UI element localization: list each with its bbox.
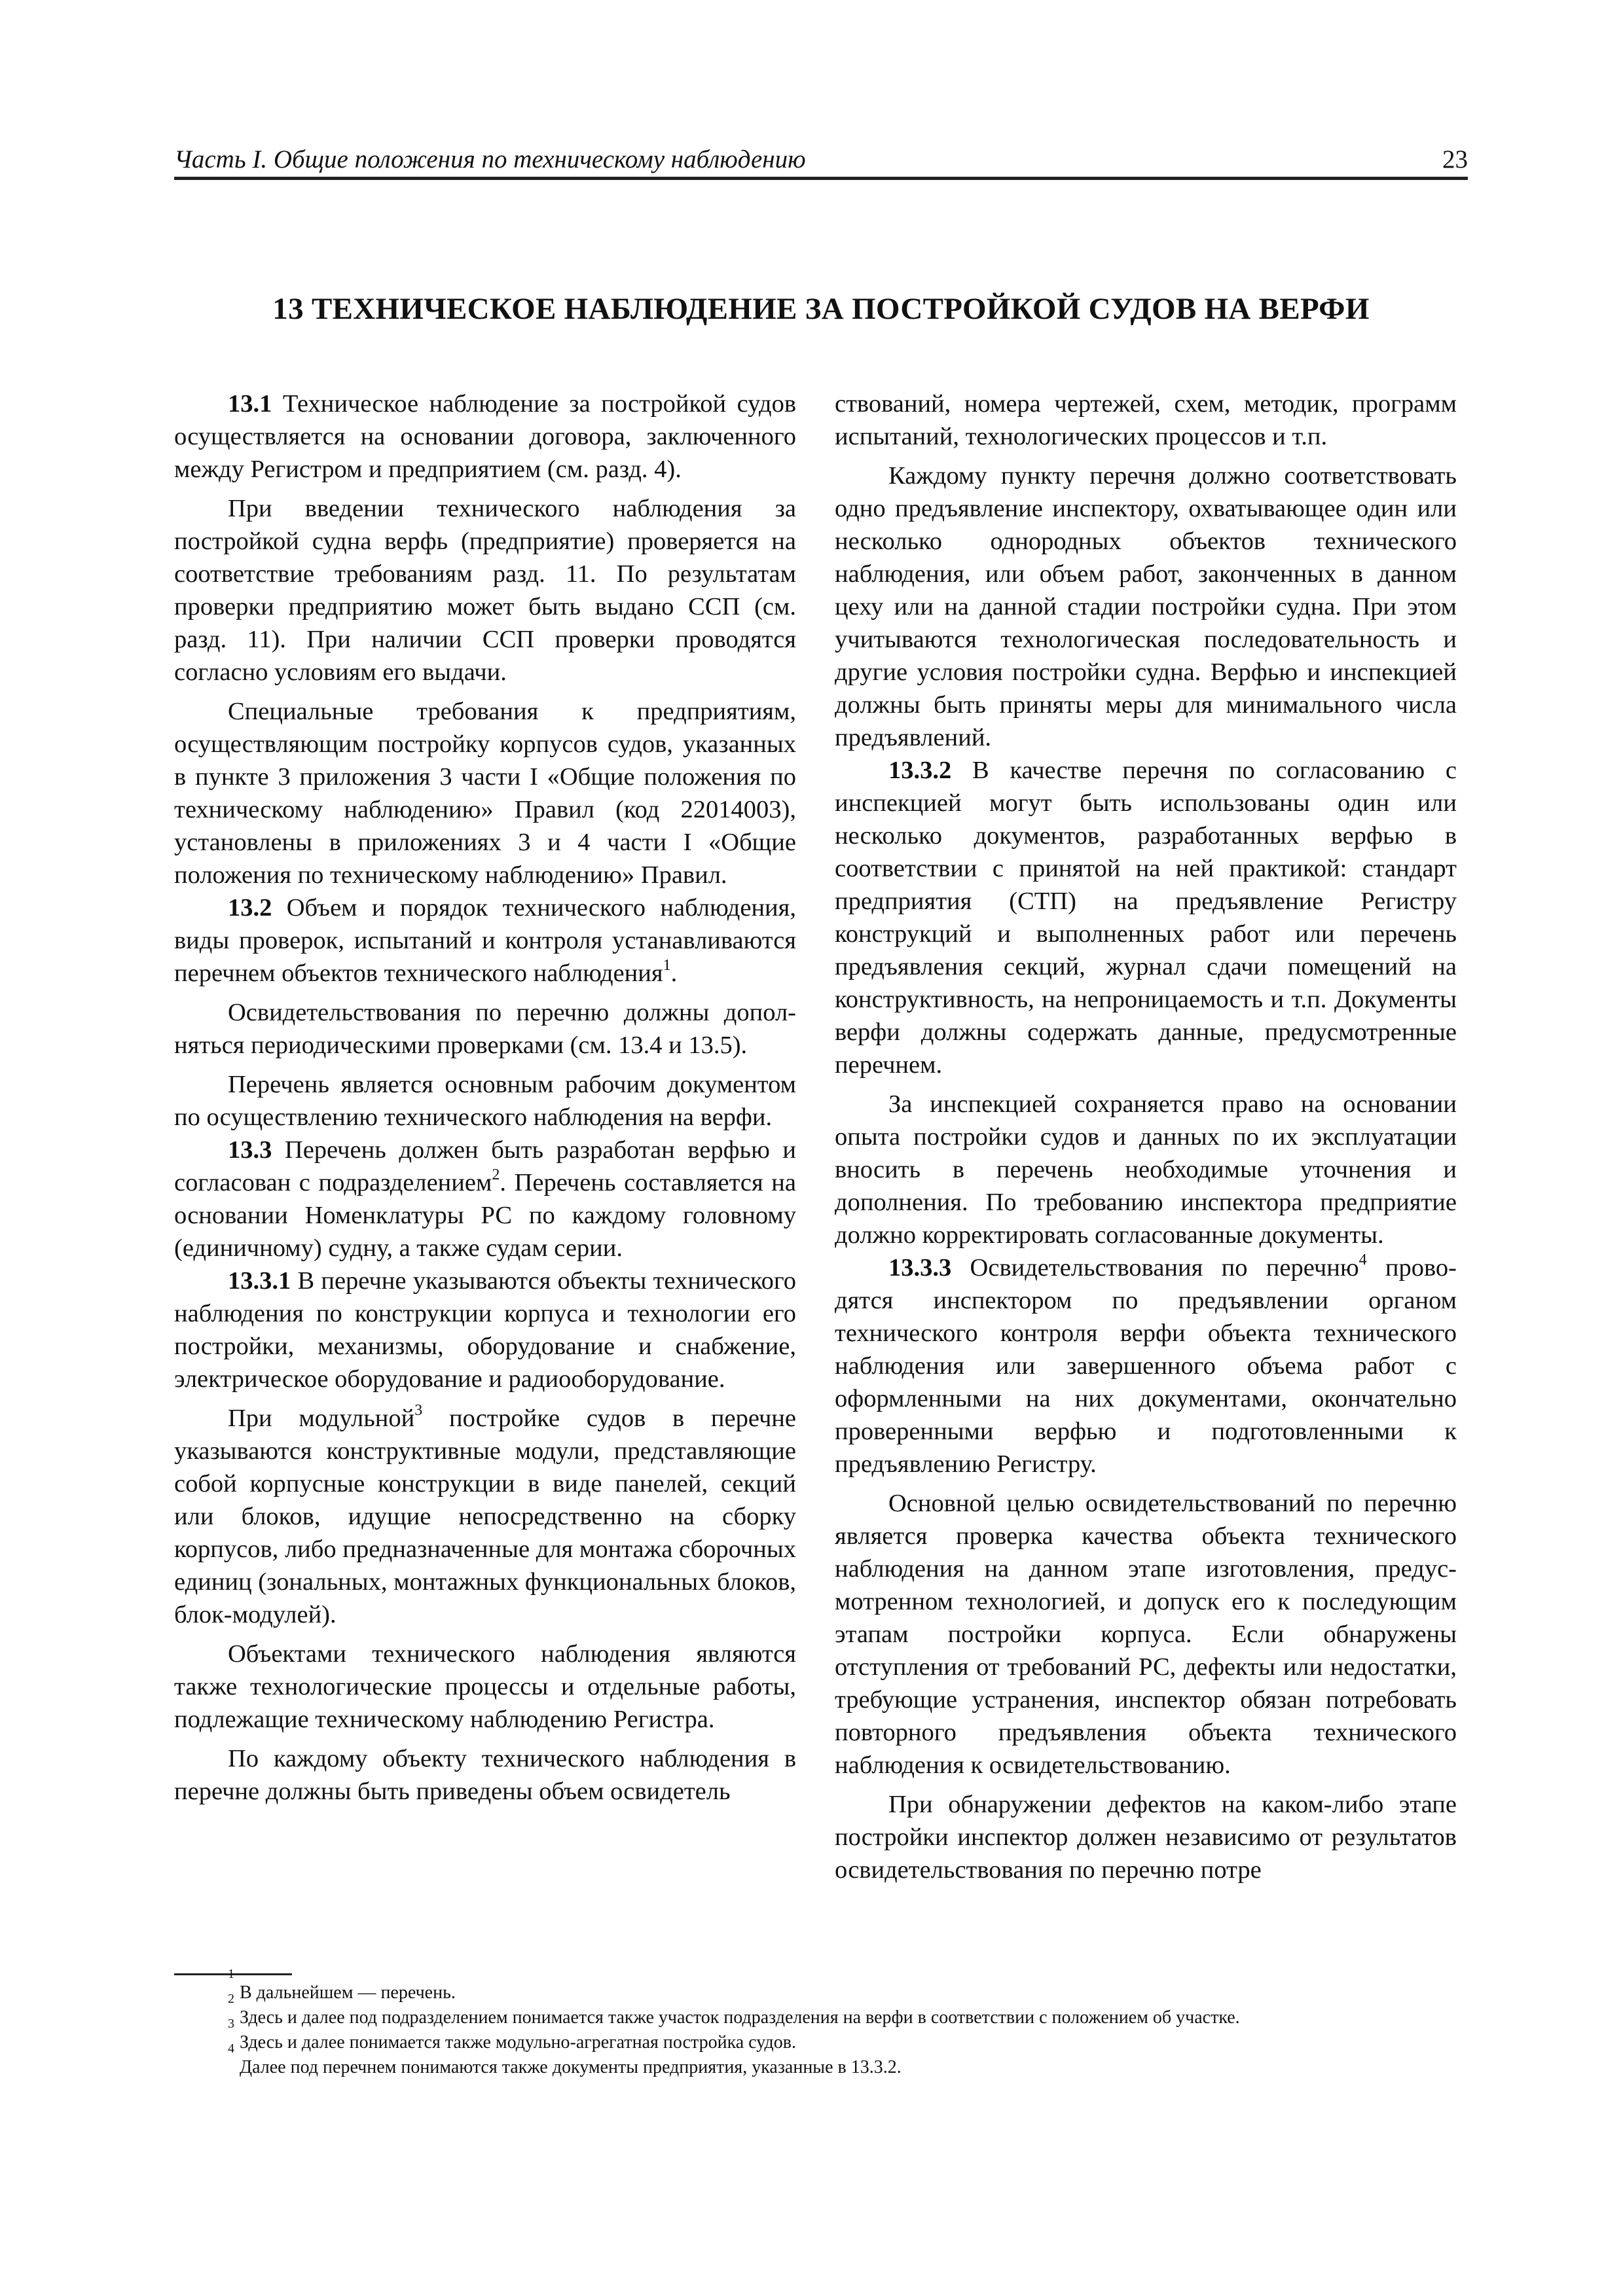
paragraph: Перечень является основным рабочим документом по осуществлению технического наблюдения на верфи. — [174, 1071, 796, 1131]
paragraph: По каждому объекту технического наблюдения в перечне должны быть приведены объем освидетель — [174, 1745, 796, 1805]
clause-number: 13.3 — [228, 1136, 272, 1164]
footnote: 3 Здесь и далее понимается также модульно-агрегатная постройка судов. — [228, 2017, 796, 2053]
footnotes — [174, 1967, 1468, 2080]
paragraph-text: В качестве перечня по согласованию с инспекцией могут быть использованы один или несколько документов, разработанных верфью в соответствии с принятой на ней практикой: стандарт предприятия (СТП) на предъявление Регистру конструкций и выполненных работ или перечень предъявления секций, журнал сдачи помещений на конструктивность, на непроницаемость и т.п. Документы верфи должны содержать данные, предусмотренные перечнем. — [835, 757, 1457, 1079]
clause-number: 13.2 — [228, 894, 272, 922]
clause-number: 13.3.3 — [888, 1254, 952, 1282]
footnote-text: Далее под перечнем понимаются также документы предприятия, указанные в 13.3.2. — [240, 2057, 902, 2077]
paragraph-13-3-1 — [174, 1265, 796, 1395]
section-title: 13 ТЕХНИЧЕСКОЕ НАБЛЮДЕНИЕ ЗА ПОСТРОЙКОЙ СУДОВ НА ВЕРФИ — [272, 292, 1370, 326]
footnote-text: Здесь и далее понимается также модульно-агрегатная постройка судов. — [240, 2032, 796, 2053]
paragraph-text: . — [670, 960, 678, 987]
footnote: 4 Далее под перечнем понимаются также документы предприятия, указанные в 13.3.2. — [228, 2041, 902, 2077]
clause-number: 13.3.1 — [228, 1267, 291, 1295]
paragraph-text: постройке судов в перечне указываются конструктивные модули, представляющие собой корпусные конструкции в виде панелей, секций или блоков, идущие непосредственно на сборку корпусов, либо предназначенные для монтажа сборочных единиц (зональных, монтажных функциональных блоков, блок-модулей). — [174, 1405, 796, 1628]
paragraph: За инспекцией сохраняется право на основании опыта постройки судов и данных по их эксплуатации вносить в перечень необходимые уточнения и дополнения. По требованию инспектора предприятие должно корректировать согласованные документы. — [835, 1090, 1457, 1249]
paragraph — [174, 1402, 796, 1631]
paragraph-13-3 — [174, 1134, 796, 1265]
paragraph-text: проводятся инспектором по предъявлении органом технического контроля верфи объекта технического наблюдения или завершенного объема работ с оформленными на них документами, окончательно проверенными верфью и подготовленными к предъявлению Регистру. — [835, 1254, 1457, 1478]
footnote: 2 Здесь и далее под подразделением понимается также участок подразделения на верфи в соответствии с положением об участке. — [228, 1992, 1240, 2028]
paragraph-text: В перечне указываются объекты технического наблюдения по конструкции корпуса и технологии его постройки, механизмы, оборудование и снабжение, электрическое оборудование и радиооборудование. — [174, 1267, 796, 1393]
paragraph: Каждому пункту перечня должно соответствовать одно предъявление инспектору, охватывающее один или несколько однородных объектов технического наблюдения, или объем работ, законченных в данном цеху или на данной стадии постройки судна. При этом учитываются технологическая последовательность и другие условия постройки судна. Верфью и инспекцией должны быть приняты меры для минимального числа предъявлений. — [835, 462, 1457, 751]
clause-number: 13.3.2 — [888, 757, 952, 784]
paragraph-text: Техническое наблюдение за постройкой судов осуществляется на основании договора, заключенного между Регистром и предприятием (см. разд. 4). — [174, 390, 796, 483]
footnote: 1 В дальнейшем — перечень. — [228, 1967, 456, 2003]
paragraph-13-1 — [174, 387, 796, 486]
running-header-title: Часть I. Общие положения по техническому наблюдению — [174, 145, 806, 173]
paragraph: При обнаружении дефектов на каком-либо этапе постройки инспектор должен независимо от результатов освидетельствования по перечню потре — [835, 1791, 1457, 1884]
paragraph-continued: ствований, номера чертежей, схем, методик, программ испытаний, технологических процессов и т.п. — [835, 390, 1457, 450]
paragraph: Объектами технического наблюдения являются также технологические процессы и отдельные работы, подлежащие техническому наблюдению Регистра. — [174, 1640, 796, 1733]
paragraph-text: Освидетельствования по перечню — [951, 1254, 1359, 1282]
paragraph-13-2 — [174, 891, 796, 990]
footnote-ref: 4 — [1359, 1251, 1367, 1269]
right-column — [835, 387, 1457, 1886]
paragraph-13-3-2 — [835, 754, 1457, 1081]
left-column — [174, 387, 796, 1808]
clause-number: 13.1 — [228, 390, 272, 418]
footnote-text: В дальнейшем — перечень. — [240, 1982, 456, 2003]
paragraph-text: Объем и порядок технического наблюдения, виды проверок, испытаний и контроля устанавливаются перечнем объектов технического наблюдения — [174, 894, 796, 987]
footnote-ref: 2 — [492, 1166, 500, 1184]
paragraph-text: Перечень должен быть разработан верфью и согласован с подразделением — [174, 1136, 796, 1196]
running-header — [174, 143, 1468, 180]
paragraph: При введении технического наблюдения за постройкой судна верфь (предприятие) проверяется на соответствие требованиям разд. 11. По результатам проверки предприятию может быть выдано ССП (см. разд. 11). При наличии ССП проверки проводятся согласно условиям его выдачи. — [174, 495, 796, 686]
page-number: 23 — [1442, 145, 1468, 173]
paragraph: Основной целью освидетельствований по перечню является проверка качества объекта технического наблюдения на данном этапе изготовления, предусмотренном технологией, и допуск его к последующим этапам постройки корпуса. Если обнаружены отступления от требований РС, дефекты или недостатки, требующие устранения, инспектор обязан потребовать повторного предъявления объекта технического наблюдения к освидетельствованию. — [835, 1490, 1457, 1779]
paragraph-text: . Перечень составляется на основании Номенклатуры РС по каждому головному (единичному) судну, а также судам серии. — [174, 1169, 796, 1262]
footnote-ref: 3 — [414, 1402, 423, 1420]
footnote-ref: 1 — [663, 957, 671, 975]
paragraph: Освидетельствования по перечню должны дополняться периодическими проверками (см. 13.4 и 13.5). — [174, 999, 796, 1059]
paragraph-13-3-3 — [835, 1251, 1457, 1480]
paragraph: Специальные требования к предприятиям, осуществляющим постройку корпусов судов, указанных в пункте 3 приложения 3 части I «Общие положения по техническому наблюдению» Правил (код 22014003), установлены в приложениях 3 и 4 части I «Общие положения по техническому наблюдению» Правил. — [174, 698, 796, 889]
paragraph-text: При модульной — [228, 1405, 415, 1432]
footnote-text: Здесь и далее под подразделением понимается также участок подразделения на верфи в соответствии с положением об участке. — [240, 2007, 1240, 2028]
